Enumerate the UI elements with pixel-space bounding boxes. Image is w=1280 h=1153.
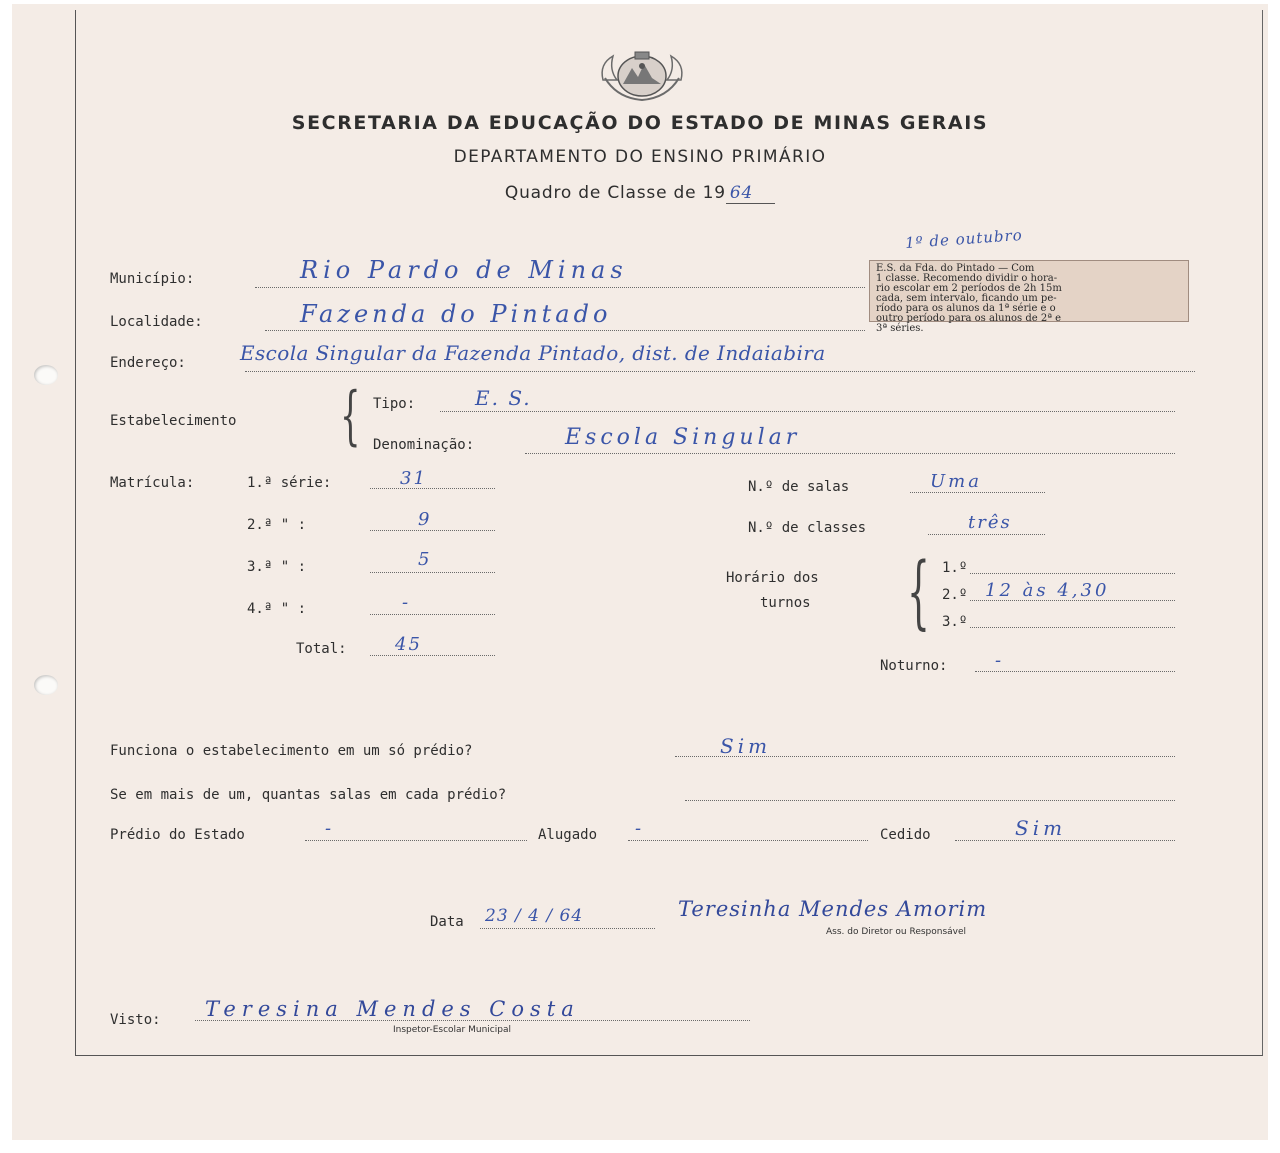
data-line [480,928,655,929]
clipping-line: 3ª séries. [876,323,924,334]
alugado-label: Alugado [538,827,598,843]
cedido-value[interactable]: Sim [1015,816,1067,840]
total-line [370,655,495,656]
turno-3-label: 3.º [942,614,968,630]
salas-value[interactable]: Uma [930,471,982,492]
clipping-line: E.S. da Fda. do Pintado — Com [876,263,1035,274]
alugado-line [628,840,868,841]
noturno-value[interactable]: - [995,650,1004,671]
inspector-caption: Inspetor-Escolar Municipal [393,1025,511,1035]
data-value[interactable]: 23 / 4 / 64 [485,906,584,926]
header-secretaria: SECRETARIA DA EDUCAÇÃO DO ESTADO DE MINAS GERAIS [291,112,989,134]
predio-estado-label: Prédio do Estado [110,827,245,843]
predio-estado-line [305,840,527,841]
total-label: Total: [296,641,347,657]
salas-label: N.º de salas [748,479,850,495]
clipping-line: cada, sem intervalo, ficando um pe- [876,293,1057,304]
municipio-label: Município: [110,271,195,287]
turno-3-line [970,627,1175,628]
tipo-value[interactable]: E. S. [475,386,532,410]
tipo-line [440,411,1175,412]
matricula-row-value[interactable]: 9 [418,509,432,530]
endereco-value[interactable]: Escola Singular da Fazenda Pintado, dist. de Indaiabira [240,341,826,365]
visto-label: Visto: [110,1012,161,1028]
predio-answer-2-line [685,800,1175,801]
clipping-line: 1 classe. Recomendo dividir o hora- [876,273,1058,284]
tipo-label: Tipo: [373,396,416,412]
data-label: Data [430,914,464,930]
newspaper-clipping [869,260,1189,334]
predio-question-2: Se em mais de um, quantas salas em cada prédio? [110,787,507,803]
matricula-row-line [370,614,495,615]
clipping-line: outro período para os alunos de 2ª e [876,313,1062,324]
denominacao-value[interactable]: Escola Singular [565,425,801,450]
total-value[interactable]: 45 [395,634,422,655]
denominacao-label: Denominação: [373,437,475,453]
punch-hole [34,675,58,695]
horario-brace: { [906,545,930,638]
endereco-label: Endereço: [110,355,186,371]
matricula-row-label: 1.ª série: [247,475,332,491]
coat-of-arms-icon [597,50,687,102]
matricula-row-line [370,530,495,531]
matricula-row-label: 3.ª " : [247,559,307,575]
turno-2-label: 2.º [942,587,968,603]
classes-line [928,534,1045,535]
clipping-note: 1º de outubro [904,225,1024,253]
matricula-label: Matrícula: [110,475,195,491]
salas-line [910,492,1045,493]
alugado-value[interactable]: - [635,818,644,839]
matricula-row-line [370,488,495,489]
noturno-label: Noturno: [880,658,948,674]
predio-estado-value[interactable]: - [325,818,334,839]
director-signature: Teresinha Mendes Amorim [678,897,988,921]
clipping-line: ríodo para os alunos da 1ª série e o [876,303,1056,314]
classes-value[interactable]: três [968,512,1012,533]
matricula-row-label: 4.ª " : [247,601,307,617]
turno-1-label: 1.º [942,560,968,576]
clipping-line: rio escolar em 2 períodos de 2h 15m [876,283,1062,294]
predio-answer-1[interactable]: Sim [720,734,772,758]
matricula-row-line [370,572,495,573]
localidade-line [265,330,865,331]
estabelecimento-label: Estabelecimento [110,413,237,429]
matricula-row-value[interactable]: - [402,592,411,613]
horario-label-turnos: turnos [760,595,811,611]
header-quadro [0,183,1280,203]
localidade-label: Localidade: [110,314,203,330]
inspector-signature: Teresina Mendes Costa [205,997,580,1021]
horario-label: Horário dos [726,570,819,586]
matricula-row-value[interactable]: 31 [400,468,427,489]
turno-1-line [970,573,1175,574]
estabelecimento-brace: { [340,379,361,453]
turno-2-value[interactable]: 12 às 4,30 [985,580,1110,601]
matricula-row-value[interactable]: 5 [418,549,432,570]
noturno-line [975,671,1175,672]
classes-label: N.º de classes [748,520,867,536]
municipio-value[interactable]: Rio Pardo de Minas [300,256,628,284]
denominacao-line [525,453,1175,454]
header-departamento: DEPARTAMENTO DO ENSINO PRIMÁRIO [453,147,827,167]
director-caption: Ass. do Diretor ou Responsável [826,927,967,937]
header-quadro-label: Quadro de Classe de 19 [504,183,726,203]
header-year: 64 [726,183,775,204]
cedido-label: Cedido [880,827,931,843]
predio-question-1: Funciona o estabelecimento em um só prédio? [110,743,473,759]
cedido-line [955,840,1175,841]
matricula-row-label: 2.ª " : [247,517,307,533]
punch-hole [34,365,58,385]
endereco-line [245,371,1195,372]
municipio-line [255,287,865,288]
localidade-value[interactable]: Fazenda do Pintado [300,300,612,328]
